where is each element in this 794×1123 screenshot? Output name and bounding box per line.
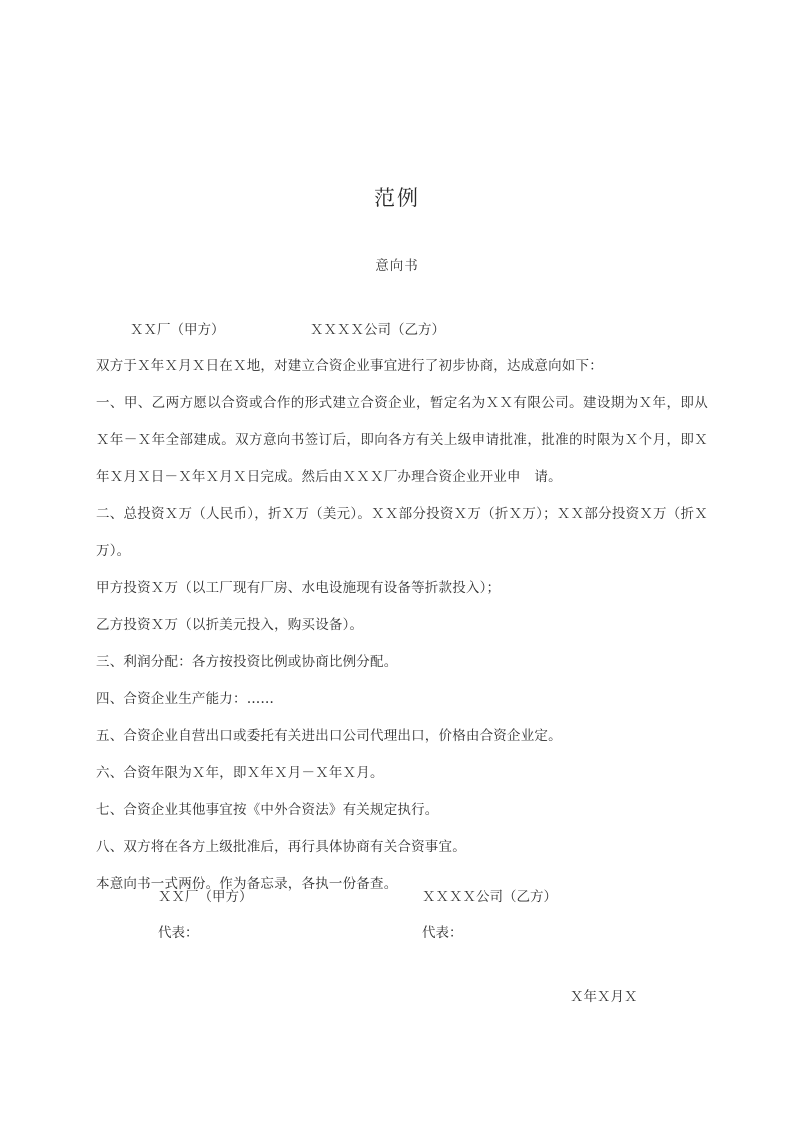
signature-names-row — [96, 885, 708, 921]
signature-party-a-representative-label: 代表： — [158, 925, 199, 941]
page-title: 范例 — [374, 186, 420, 211]
parties-header-line — [96, 318, 708, 348]
signature-party-b-representative-label: 代表： — [422, 925, 463, 941]
signature-party-a-name: ＸＸ厂（甲方） — [158, 889, 253, 905]
paragraph-clause-5: 五、合资企业自营出口或委托有关进出口公司代理出口，价格由合资企业定。 — [96, 728, 562, 744]
paragraph-clause-3: 三、利润分配：各方按投资比例或协商比例分配。 — [96, 654, 398, 670]
signature-party-b-name: ＸＸＸＸ公司（乙方） — [422, 889, 557, 905]
paragraph-closing: 本意向书一式两份。作为备忘录，各执一份备查。 — [96, 876, 398, 892]
party-b-header: ＸＸＸＸ公司（乙方） — [310, 322, 445, 338]
date-text: Ｘ年Ｘ月Ｘ — [570, 989, 638, 1005]
signature-representatives-row — [96, 921, 708, 957]
signature-block — [96, 885, 708, 957]
paragraph-clause-4: 四、合资企业生产能力：…… — [96, 691, 275, 707]
paragraph-clause-1: 一、甲、乙两方愿以合资或合作的形式建立合资企业，暂定名为ＸＸ有限公司。建设期为Ｘ年，即从Ｘ年－Ｘ年全部建成。双方意向书签订后，即向各方有关上级申请批准，批准的时限为Ｘ个月，即Ｘ年Ｘ月Ｘ日－Ｘ年Ｘ月Ｘ日完成。然后由ＸＸＸ厂办理合资企业开业申 请。 — [96, 395, 708, 485]
paragraph-clause-8: 八、双方将在各方上级批准后，再行具体协商有关合资事宜。 — [96, 839, 466, 855]
document-body — [96, 318, 708, 903]
document-subtitle: 意向书 — [375, 258, 419, 274]
paragraph-clause-2: 二、总投资Ｘ万（人民币），折Ｘ万（美元）。ＸＸ部分投资Ｘ万（折Ｘ万）；ＸＸ部分投资Ｘ万（折Ｘ万）。 — [96, 506, 708, 559]
paragraph-clause-7: 七、合资企业其他事宜按《中外合资法》有关规定执行。 — [96, 802, 439, 818]
paragraph-clause-6: 六、合资年限为Ｘ年，即Ｘ年Ｘ月－Ｘ年Ｘ月。 — [96, 765, 384, 781]
paragraph-party-b-investment: 乙方投资Ｘ万（以折美元投入，购买设备）。 — [96, 617, 364, 633]
party-a-header: ＸＸ厂（甲方） — [130, 322, 225, 338]
paragraph-intro: 双方于Ｘ年Ｘ月Ｘ日在Ｘ地，对建立合资企业事宜进行了初步协商，达成意向如下： — [96, 358, 603, 374]
paragraph-party-a-investment: 甲方投资Ｘ万（以工厂现有厂房、水电设施现有设备等折款投入）； — [96, 580, 501, 596]
